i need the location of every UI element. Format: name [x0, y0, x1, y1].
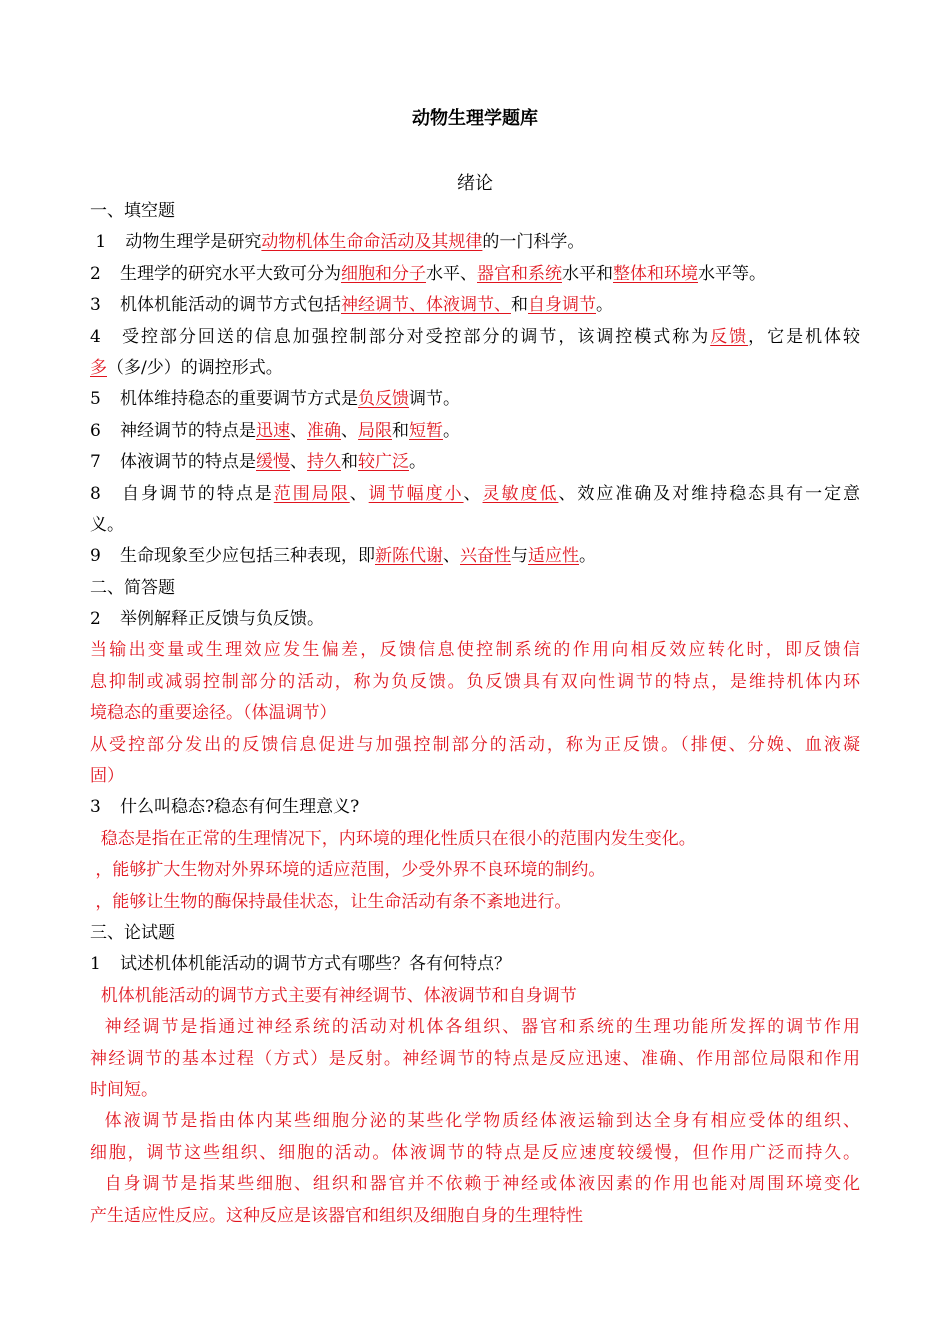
- answer-line: 息抑制或减弱控制部分的活动，称为负反馈。负反馈具有双向性调节的特点，是维持机体内环: [90, 671, 860, 692]
- question-8: 8 自身调节的特点是范围局限、调节幅度小、灵敏度低、效应准确及对维持稳态具有一定意: [90, 483, 861, 504]
- answer-blank: 持久: [307, 452, 341, 473]
- section-heading-short-answer: 二、简答题: [90, 577, 175, 598]
- answer-blank: 负反馈: [358, 389, 409, 410]
- answer-blank: 动物机体生命命活动及其规律: [261, 232, 483, 253]
- answer-line: 固）: [90, 766, 124, 787]
- question-3: 3 机体机能活动的调节方式包括神经调节、体液调节、和自身调节。: [90, 295, 613, 316]
- question-2: 2 生理学的研究水平大致可分为细胞和分子水平、器官和系统水平和整体和环境水平等。: [90, 263, 766, 284]
- answer-blank: 兴奋性: [460, 546, 511, 567]
- document-body: [90, 196, 860, 1232]
- answer-line: 产生适应性反应。这种反应是该器官和组织及细胞自身的生理特性: [90, 1205, 583, 1226]
- answer-blank: 器官和系统: [477, 263, 562, 284]
- answer-blank: 短暂: [409, 420, 443, 441]
- answer-blank: 准确: [307, 420, 341, 441]
- answer-line: ，能够让生物的酶保持最佳状态，让生命活动有条不紊地进行。: [90, 891, 572, 912]
- answer-blank: 调节幅度小: [368, 483, 464, 504]
- question-2-short: 2 举例解释正反馈与负反馈。: [90, 609, 324, 630]
- answer-line: ，能够扩大生物对外界环境的适应范围，少受外界不良环境的制约。: [90, 860, 606, 881]
- answer-line: 稳态是指在正常的生理情况下，内环境的理化性质只在很小的范围内发生变化。: [90, 828, 696, 849]
- answer-blank: 迅速: [256, 420, 290, 441]
- answer-blank: 反馈: [710, 326, 749, 347]
- section-heading-fill-blank: 一、填空题: [90, 201, 175, 221]
- answer-blank: 整体和环境: [613, 263, 698, 284]
- question-6: 6 神经调节的特点是迅速、准确、局限和短暂。: [90, 420, 460, 441]
- question-4-cont: 多（多/少）的调控形式。: [90, 357, 283, 378]
- answer-blank: 范围局限: [273, 483, 350, 504]
- question-8-cont: 义。: [90, 514, 124, 535]
- answer-line: 境稳态的重要途径。（体温调节）: [90, 703, 337, 724]
- answer-blank: 灵敏度低: [482, 483, 559, 504]
- answer-blank: 缓慢: [256, 452, 290, 473]
- chapter-title: 绪论: [457, 173, 493, 194]
- answer-blank: 神经调节、体液调节、: [341, 295, 511, 316]
- answer-line: 当输出变量或生理效应发生偏差，反馈信息使控制系统的作用向相反效应转化时，即反馈信: [90, 640, 860, 661]
- answer-line: 时间短。: [90, 1079, 158, 1100]
- question-3-short: 3 什么叫稳态?稳态有何生理意义?: [90, 797, 360, 818]
- answer-line: 神经调节是指通过神经系统的活动对机体各组织、器官和系统的生理功能所发挥的调节作用: [90, 1017, 860, 1038]
- answer-line: 细胞，调节这些组织、细胞的活动。体液调节的特点是反应速度较缓慢，但作用广泛而持久。: [90, 1142, 860, 1163]
- answer-blank: 局限: [358, 420, 392, 441]
- answer-line: 神经调节的基本过程（方式）是反射。神经调节的特点是反应迅速、准确、作用部位局限和作用: [90, 1048, 860, 1069]
- question-4: 4 受控部分回送的信息加强控制部分对受控部分的调节，该调控模式称为反馈，它是机体较: [90, 326, 861, 347]
- question-1: 1 动物生理学是研究动物机体生命命活动及其规律的一门科学。: [95, 232, 585, 253]
- answer-line: 体液调节是指由体内某些细胞分泌的某些化学物质经体液运输到达全身有相应受体的组织、: [90, 1111, 860, 1132]
- answer-blank: 多: [90, 357, 107, 378]
- answer-blank: 适应性: [528, 546, 579, 567]
- answer-line: 从受控部分发出的反馈信息促进与加强控制部分的活动，称为正反馈。（排便、分娩、血液凝: [90, 734, 860, 755]
- question-7: 7 体液调节的特点是缓慢、持久和较广泛。: [90, 452, 426, 473]
- answer-blank: 新陈代谢: [375, 546, 443, 567]
- question-9: 9 生命现象至少应包括三种表现，即新陈代谢、兴奋性与适应性。: [90, 546, 596, 567]
- question-5: 5 机体维持稳态的重要调节方式是负反馈调节。: [90, 389, 460, 410]
- document-title: 动物生理学题库: [412, 108, 538, 129]
- section-heading-essay: 三、论试题: [90, 922, 175, 943]
- answer-blank: 细胞和分子: [341, 263, 426, 284]
- answer-line: 自身调节是指某些细胞、组织和器官并不依赖于神经或体液因素的作用也能对周围环境变化: [90, 1174, 860, 1195]
- answer-line: 机体机能活动的调节方式主要有神经调节、体液调节和自身调节: [90, 985, 577, 1006]
- question-1-essay: 1 试述机体机能活动的调节方式有哪些？各有何特点？: [90, 954, 511, 975]
- answer-blank: 较广泛: [358, 452, 409, 473]
- answer-blank: 自身调节: [528, 295, 596, 316]
